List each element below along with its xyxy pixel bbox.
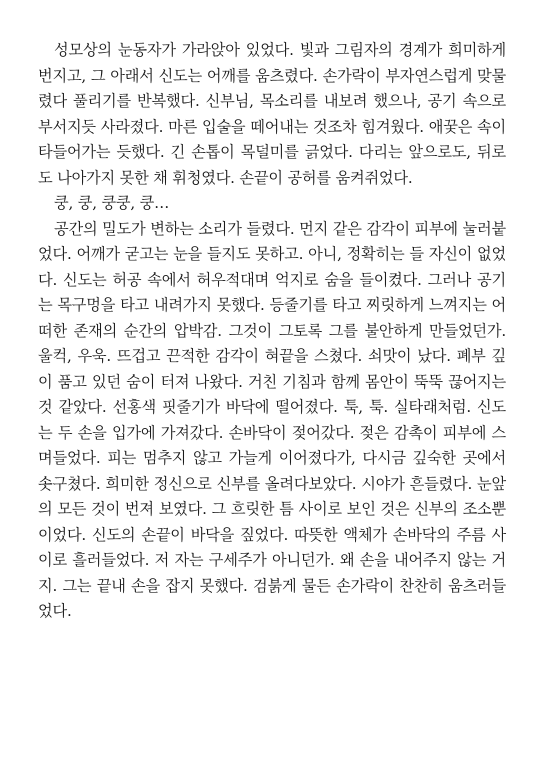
paragraph: 성모상의 눈동자가 가라앉아 있었다. 빛과 그림자의 경계가 희미하게 번지고, 그 아래서 신도는 어깨를 움츠렸다. 손가락이 부자연스럽게 맞물렸다 풀리기를 반복했다. 신부님, 목소리를 내보려 했으나, 공기 속으로 부서지듯 사라졌다. 마른 입술을 떼어내는 것조차 힘겨웠다. 애꿎은 속이 타들어가는 듯했다. 긴 손톱이 목덜미를 긁었다. 다리는 앞으로도, 뒤로도 나아가지 못한 채 휘청였다. 손끝이 공허를 움켜쥐었다. xyxy=(38,41,506,187)
paragraph: 공간의 밀도가 변하는 소리가 들렸다. 먼지 같은 감각이 피부에 눌러붙었다. 어깨가 굳고는 눈을 들지도 못하고. 아니, 정확히는 들 자신이 없었다. 신도는 허공 속에서 허우적대며 억지로 숨을 들이켰다. 그러나 공기는 목구멍을 타고 내려가지 못했다. 등줄기를 타고 찌릿하게 느껴지는 어떠한 존재의 순간의 압박감. 그것이 그토록 그를 불안하게 만들었던가. 울컥, 우욱. 뜨겁고 끈적한 감각이 혀끝을 스쳤다. 쇠맛이 났다. 폐부 깊이 품고 있던 숨이 터져 나왔다. 거친 기침과 함께 몸안이 뚝뚝 끊어지는 것 같았다. 선홍색 핏줄기가 바닥에 떨어졌다. 툭, 툭. 실타래처럼. 신도는 두 손을 입가에 가져갔다. 손바닥이 젖어갔다. 젖은 감촉이 피부에 스며들었다. 피는 멈추지 않고 가늘게 이어졌다가, 다시금 깊숙한 곳에서 솟구쳤다. 희미한 정신으로 신부를 올려다보았다. 시야가 흔들렸다. 눈앞의 모든 것이 번져 보였다. 그 흐릿한 틈 사이로 보인 것은 신부의 조소뿐이었다. 신도의 손끝이 바닥을 짚었다. 따뜻한 액체가 손바닥의 주름 사이로 흘러들었다. 저 자는 구세주가 아니던가. 왜 손을 내어주지 않는 거지. 그는 끝내 손을 잡지 못했다. 검붉게 물든 손가락이 찬찬히 움츠러들었다. xyxy=(38,219,506,620)
paragraph: 쿵, 쿵, 쿵쿵, 쿵… xyxy=(54,194,170,212)
document-body xyxy=(38,38,506,625)
